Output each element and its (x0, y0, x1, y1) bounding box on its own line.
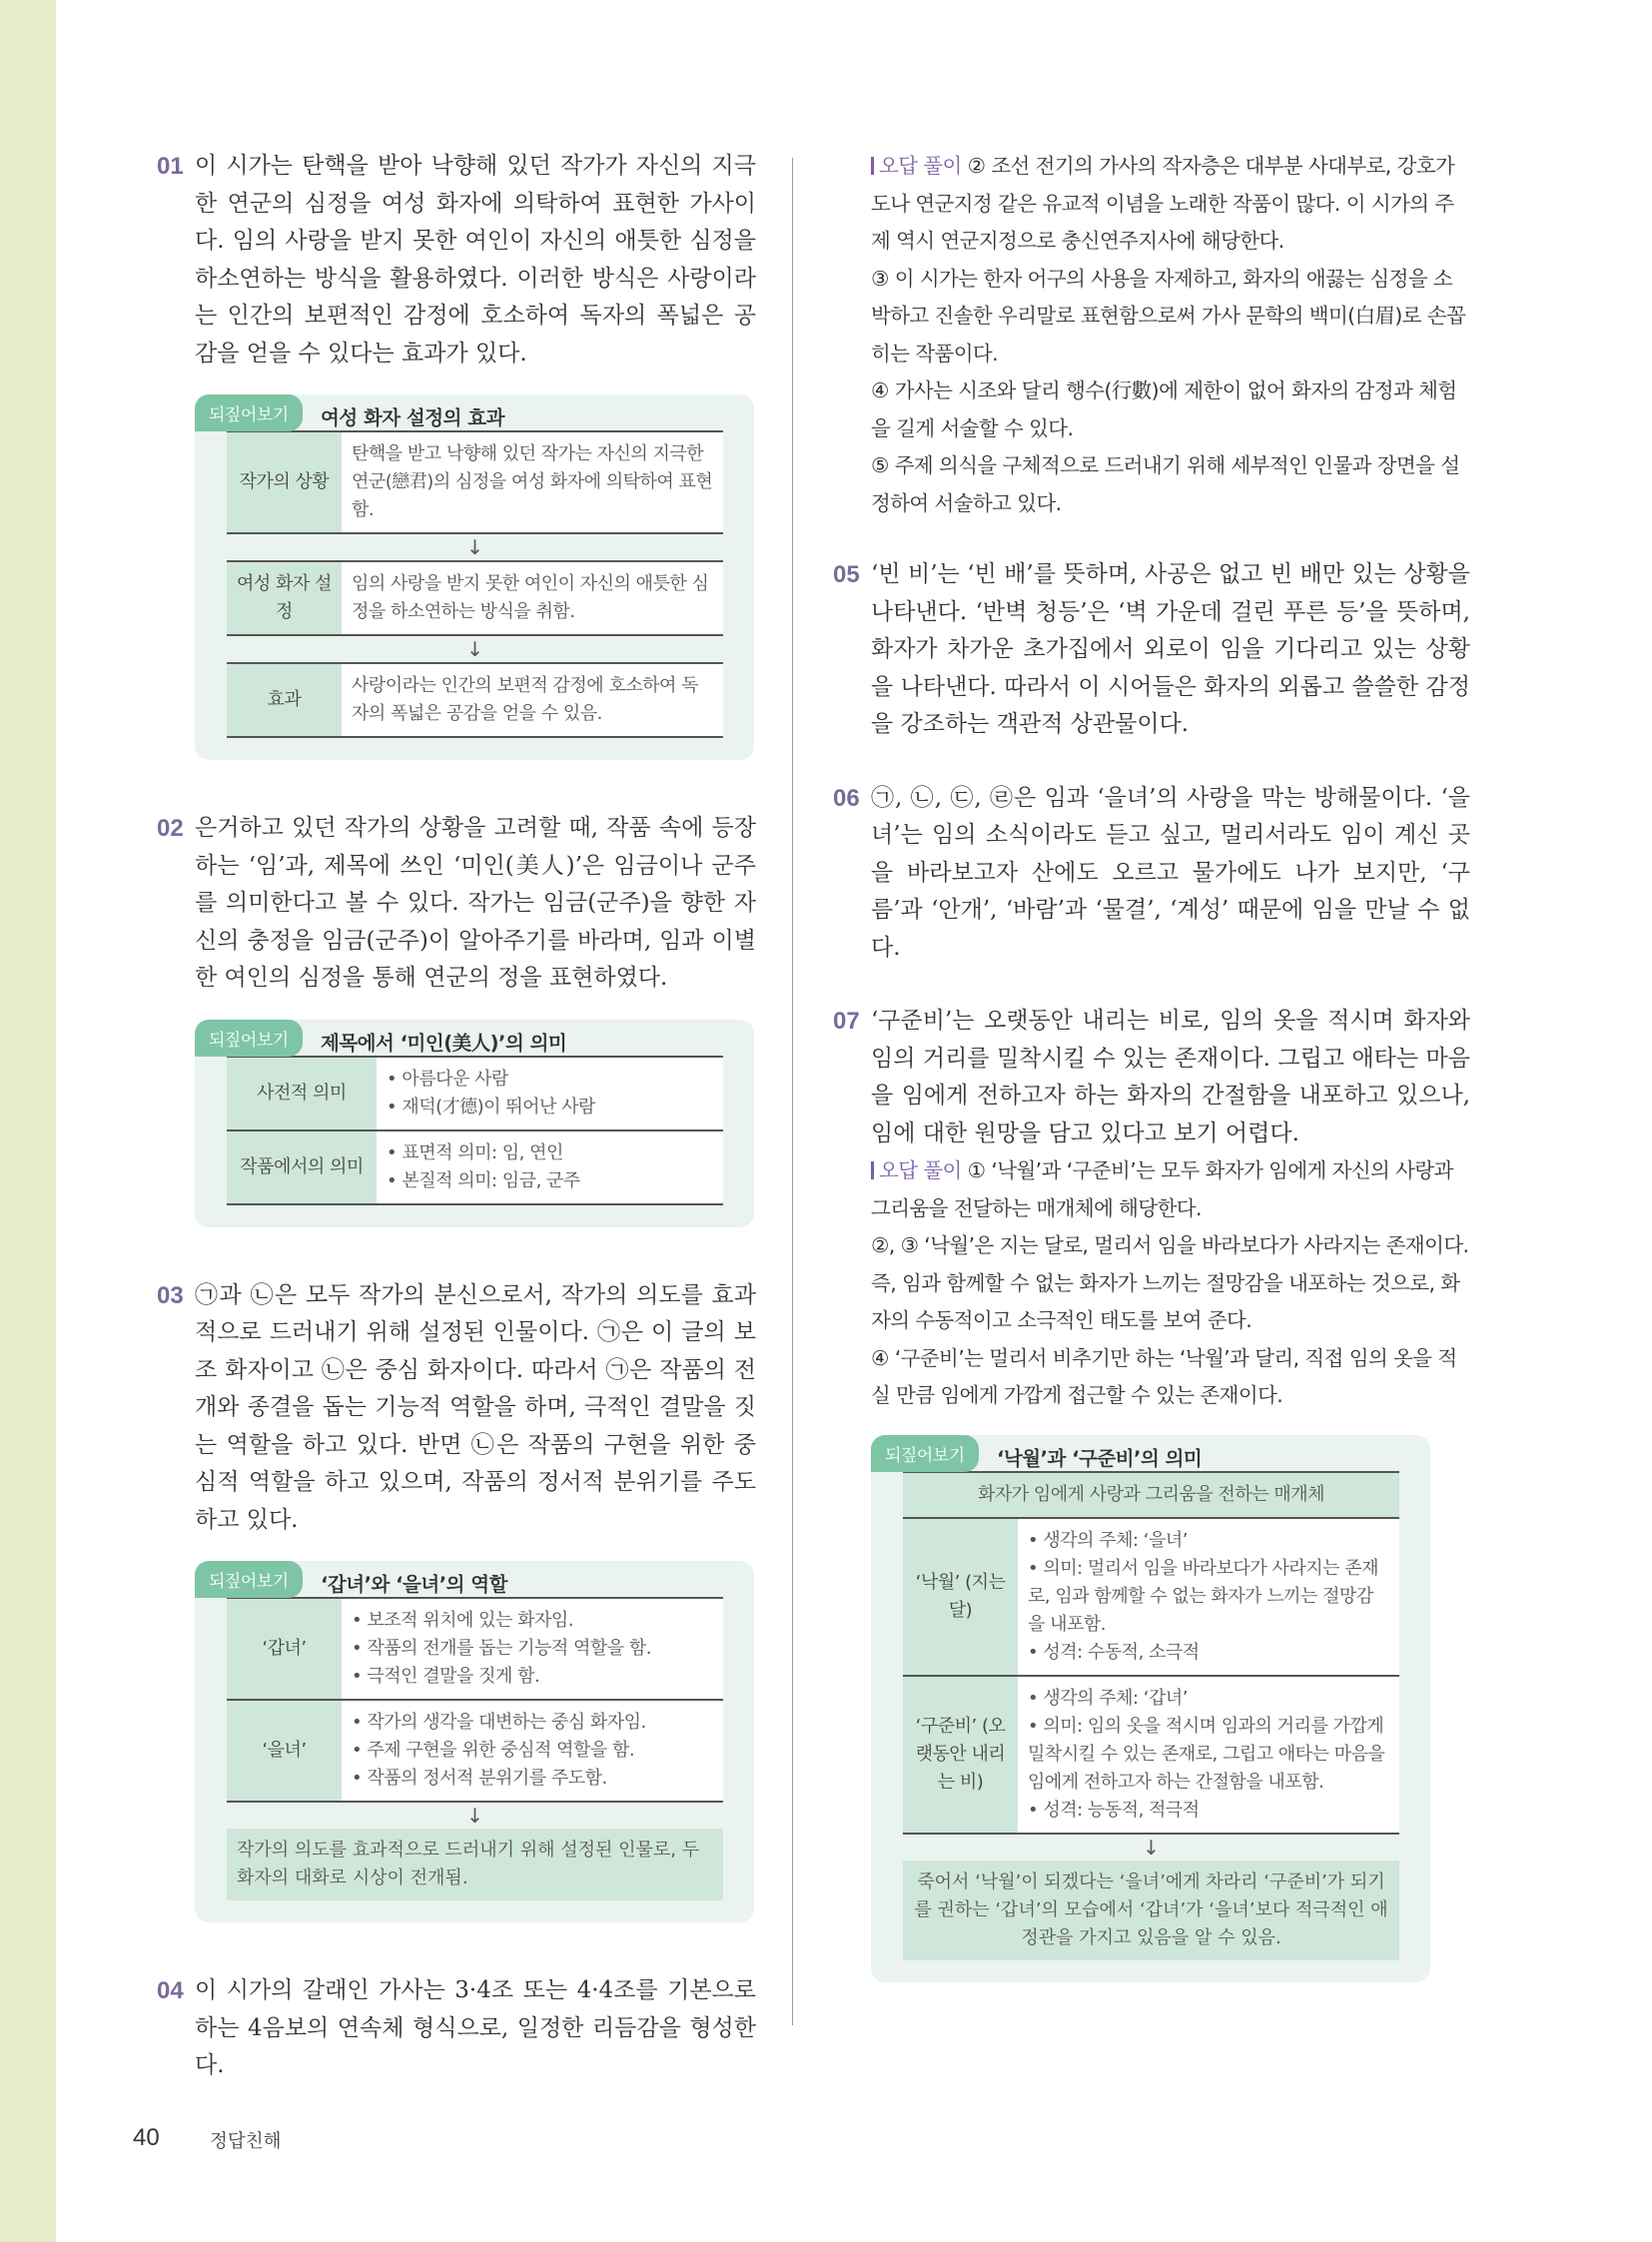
review-summary: 죽어서 ‘낙월’이 되겠다는 ‘을녀’에게 차라리 ‘구준비’가 되기를 권하는 ‘갑녀’의 모습에서 ‘갑녀’가 ‘을녀’보다 적극적인 애정관을 가지고 있음을 알 수 있음. (903, 1861, 1399, 1960)
review-table (227, 1597, 723, 1803)
answer-07-odap (871, 1152, 1470, 1415)
down-arrow-icon: ↓ (1143, 1835, 1160, 1860)
review-box-01 (195, 394, 754, 760)
list-item: • 의미: 임의 옷을 적시며 임과의 거리를 가깝게 밀착시킬 수 있는 존재로, 그립고 애타는 마음을 임에게 전하고자 하는 간절함을 내포함. (1028, 1713, 1389, 1797)
list-item: • 의미: 멀리서 임을 바라보다가 사라지는 존재로, 임과 함께할 수 없는 화자가 느끼는 절망감을 내포함. (1028, 1555, 1389, 1639)
review-title: 여성 화자 설정의 효과 (321, 406, 504, 429)
answer-01 (157, 148, 756, 373)
odap-item: ②, ③ ‘낙월’은 지는 달로, 멀리서 임을 바라보다가 사라지는 존재이다. 즉, 임과 함께할 수 없는 화자가 느끼는 절망감을 내포하는 것으로, 화자의 수동적이고 소극적인 태도를 보여 준다. (871, 1233, 1469, 1332)
answer-text: ㉠, ㉡, ㉢, ㉣은 임과 ‘을녀’의 사랑을 막는 방해물이다. ‘을녀’는 임의 소식이라도 듣고 싶고, 멀리서라도 임이 계신 곳을 바라보고자 산에도 오르고 물가에도 나가 보지만, ‘구름’과 ‘안개’, ‘바람’과 ‘물결’, ‘계성’ 때문에 임을 만날 수 없다. (871, 784, 1470, 961)
list-item: • 보조적 위치에 있는 화자임. (352, 1607, 713, 1635)
answer-04-odap (871, 148, 1470, 522)
footer-label: 정답친해 (210, 2131, 282, 2152)
row-head: 효과 (227, 663, 342, 737)
review-summary: 작가의 의도를 효과적으로 드러내기 위해 설정된 인물로, 두 화자의 대화로 시상이 전개됨. (227, 1829, 723, 1900)
odap-item: ④ 가사는 시조와 달리 행수(行數)에 제한이 없어 화자의 감정과 체험을 길게 서술할 수 있다. (871, 378, 1457, 440)
answer-text: ‘빈 비’는 ‘빈 배’를 뜻하며, 사공은 없고 빈 배만 있는 상황을 나타낸다. ‘반벽 청등’은 ‘벽 가운데 걸린 푸른 등’을 뜻하며, 화자가 차가운 초가집에서 외로이 임을 기다리고 있는 상황을 나타낸다. 따라서 이 시어들은 화자의 외롭고 쓸쓸한 감정을 강조하는 객관적 상관물이다. (871, 561, 1470, 737)
down-arrow-icon: ↓ (466, 637, 483, 661)
side-color-strip (0, 0, 56, 2242)
list-item: • 주제 구현을 위한 중심적 역할을 함. (352, 1737, 713, 1765)
answer-03 (157, 1277, 756, 1540)
review-table (227, 662, 723, 738)
answer-06 (833, 780, 1470, 968)
row-head: 작품에서의 의미 (227, 1130, 377, 1204)
answer-text: 이 시가의 갈래인 가사는 3·4조 또는 4·4조를 기본으로 하는 4음보의 연속체 형식으로, 일정한 리듬감을 형성한다. (195, 1977, 756, 2078)
list-item: • 본질적 의미: 임금, 군주 (387, 1167, 713, 1195)
answer-number: 06 (833, 784, 860, 812)
row-head: ‘낙월’ (지는 달) (903, 1518, 1018, 1676)
review-table (227, 430, 723, 534)
left-column (157, 148, 756, 2107)
answer-text: 은거하고 있던 작가의 상황을 고려할 때, 작품 속에 등장하는 ‘임’과, 제목에 쓰인 ‘미인(美人)’은 임금이나 군주를 의미한다고 볼 수 있다. 작가는 임금(군주)을 향한 자신의 충정을 임금(군주)이 알아주기를 바라며, 임과 이별한 여인의 심정을 통해 연군의 정을 표현하였다. (195, 815, 756, 991)
odap-label: 오답 풀이 (871, 1158, 962, 1182)
row-text: 임의 사랑을 받지 못한 여인이 자신의 애틋한 심정을 하소연하는 방식을 취함. (342, 561, 723, 635)
odap-item: ⑤ 주제 의식을 구체적으로 드러내기 위해 세부적인 인물과 장면을 설정하여 서술하고 있다. (871, 453, 1460, 515)
list-item: • 성격: 능동적, 적극적 (1028, 1797, 1389, 1825)
review-box-02 (195, 1020, 754, 1227)
column-divider (792, 158, 793, 2025)
list-item: • 작품의 전개를 돕는 기능적 역할을 함. (352, 1635, 713, 1663)
review-tab: 되짚어보기 (871, 1435, 979, 1472)
review-tab: 되짚어보기 (195, 1020, 303, 1057)
row-text: 사랑이라는 인간의 보편적 감정에 호소하여 독자의 폭넓은 공감을 얻을 수 있음. (342, 663, 723, 737)
list-item: • 작품의 정서적 분위기를 주도함. (352, 1765, 713, 1793)
row-head: 작가의 상황 (227, 431, 342, 533)
answer-number: 07 (833, 1008, 860, 1035)
odap-label: 오답 풀이 (871, 154, 962, 178)
review-table (903, 1471, 1399, 1835)
down-arrow-icon: ↓ (466, 1804, 483, 1828)
row-head: 여성 화자 설정 (227, 561, 342, 635)
list-item: • 아름다운 사람 (387, 1066, 713, 1094)
page-number: 40 (133, 2124, 160, 2151)
row-head: ‘갑녀’ (227, 1598, 342, 1700)
list-item: • 생각의 주체: ‘갑녀’ (1028, 1685, 1389, 1713)
answer-number: 03 (157, 1281, 184, 1309)
answer-number: 01 (157, 153, 184, 180)
down-arrow-icon: ↓ (466, 535, 483, 559)
review-box-03 (195, 1561, 754, 1922)
review-title: 제목에서 ‘미인(美人)’의 의미 (321, 1031, 567, 1055)
row-text: 탄핵을 받고 낙향해 있던 작가는 자신의 지극한 연군(戀君)의 심정을 여성 화자에 의탁하여 표현함. (342, 431, 723, 533)
review-title: ‘갑녀’와 ‘을녀’의 역할 (321, 1573, 507, 1596)
list-item: • 성격: 수동적, 소극적 (1028, 1639, 1389, 1667)
list-item: • 극적인 결말을 짓게 함. (352, 1663, 713, 1691)
answer-04 (157, 1972, 756, 2085)
answer-text: ㉠과 ㉡은 모두 작가의 분신으로서, 작가의 의도를 효과적으로 드러내기 위해 설정된 인물이다. ㉠은 이 글의 보조 화자이고 ㉡은 중심 화자이다. 따라서 ㉠은 작품의 전개와 종결을 돕는 기능적 역할을 하며, 극적인 결말을 짓는 역할을 하고 있다. 반면 ㉡은 작품의 구현을 위한 중심적 역할을 하고 있으며, 작품의 정서적 분위기를 주도하고 있다. (195, 1281, 756, 1533)
list-item: • 표면적 의미: 임, 연인 (387, 1139, 713, 1167)
review-tab: 되짚어보기 (195, 1561, 303, 1598)
answer-text: 이 시가는 탄핵을 받아 낙향해 있던 작가가 자신의 지극한 연군의 심정을 여성 화자에 의탁하여 표현한 가사이다. 임의 사랑을 받지 못한 여인이 자신의 애틋한 심정을 하소연하는 방식을 활용하였다. 이러한 방식은 사랑이라는 인간의 보편적인 감정에 호소하여 독자의 폭넓은 공감을 얻을 수 있다는 효과가 있다. (195, 153, 756, 367)
answer-number: 04 (157, 1977, 184, 2004)
review-table (227, 560, 723, 636)
odap-item: ④ ‘구준비’는 멀리서 비추기만 하는 ‘낙월’과 달리, 직접 임의 옷을 적실 만큼 임에게 가깝게 접근할 수 있는 존재이다. (871, 1345, 1457, 1407)
right-column (833, 148, 1470, 2032)
list-item: • 생각의 주체: ‘을녀’ (1028, 1527, 1389, 1555)
odap-item: ③ 이 시가는 한자 어구의 사용을 자제하고, 화자의 애끓는 심정을 소박하고 진솔한 우리말로 표현함으로써 가사 문학의 백미(白眉)로 손꼽히는 작품이다. (871, 266, 1466, 366)
row-head: ‘구준비’ (오랫동안 내리는 비) (903, 1676, 1018, 1834)
answer-number: 02 (157, 815, 184, 842)
answer-text: ‘구준비’는 오랫동안 내리는 비로, 임의 옷을 적시며 화자와 임의 거리를 밀착시킬 수 있는 존재이다. 그립고 애타는 마음을 임에게 전하고자 하는 화자의 간절함을 내포하고 있으나, 임에 대한 원망을 담고 있다고 보기 어렵다. (871, 1008, 1470, 1146)
review-box-07 (871, 1435, 1430, 1982)
odap-item: ② 조선 전기의 가사의 작자층은 대부분 사대부로, 강호가도나 연군지정 같은 유교적 이념을 노래한 작품이 많다. 이 시가의 주제 역시 연군지정으로 충신연주지사에 해당한다. (871, 154, 1455, 253)
review-caption: 화자가 임에게 사랑과 그리움을 전하는 매개체 (903, 1472, 1399, 1518)
odap-item: ① ‘낙월’과 ‘구준비’는 모두 화자가 임에게 자신의 사랑과 그리움을 전달하는 매개체에 해당한다. (871, 1158, 1453, 1220)
review-table (227, 1056, 723, 1205)
row-head: ‘을녀’ (227, 1700, 342, 1802)
list-item: • 작가의 생각을 대변하는 중심 화자임. (352, 1709, 713, 1737)
answer-02 (157, 810, 756, 998)
answer-05 (833, 556, 1470, 744)
review-tab: 되짚어보기 (195, 394, 303, 431)
review-title: ‘낙월’과 ‘구준비’의 의미 (997, 1446, 1203, 1470)
row-head: 사전적 의미 (227, 1057, 377, 1130)
list-item: • 재덕(才德)이 뛰어난 사람 (387, 1094, 713, 1121)
answer-07 (833, 1003, 1470, 1152)
answer-number: 05 (833, 561, 860, 588)
